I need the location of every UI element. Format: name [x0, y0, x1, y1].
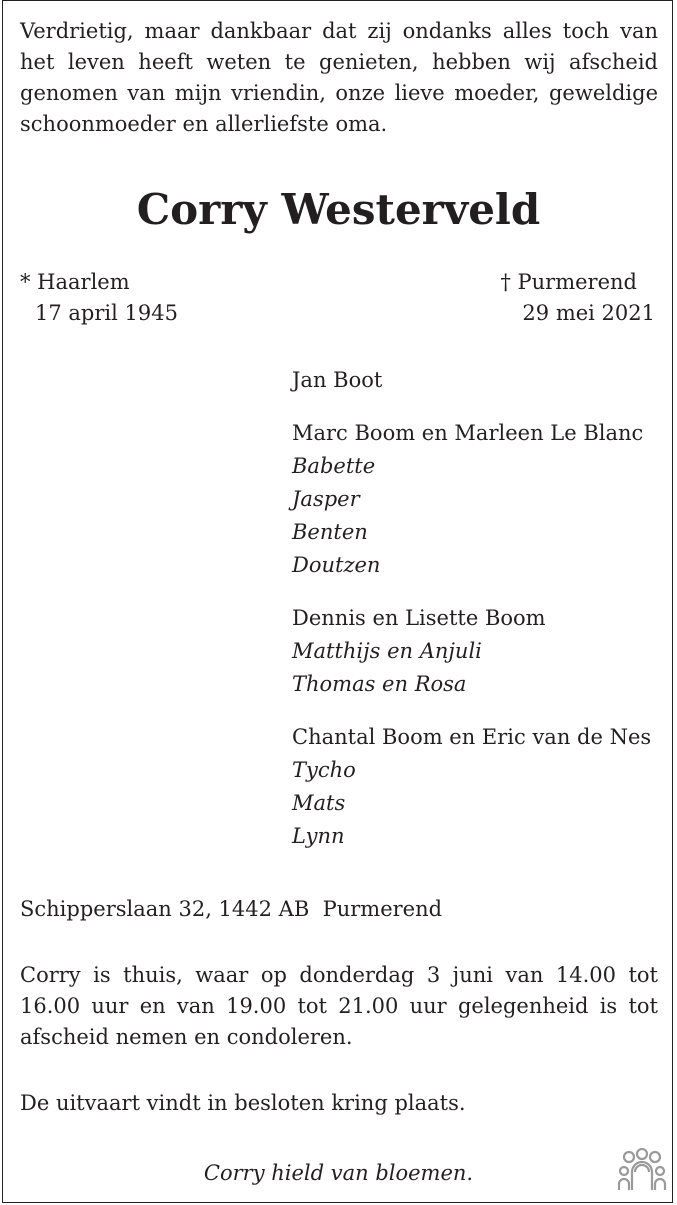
- visitation-text: Corry is thuis, waar op donderdag 3 juni van 14.00 tot 16.00 uur en van 19.00 tot 21.00 uur gelegenheid is tot afscheid nemen en condoleren.: [20, 963, 658, 1049]
- family-group: [292, 364, 651, 397]
- family-group: [292, 417, 651, 582]
- birth-info: [20, 267, 178, 329]
- family-parents: Marc Boom en Marleen Le Blanc: [292, 421, 644, 445]
- closing-text: Corry hield van bloemen.: [203, 1161, 474, 1185]
- family-child: Benten: [292, 520, 368, 544]
- family-child: Matthijs en Anjuli: [292, 639, 482, 663]
- family-child: Jasper: [292, 487, 360, 511]
- deceased-name: Corry Westerveld: [136, 185, 541, 234]
- family-child: Mats: [292, 791, 346, 815]
- family-parents: Jan Boot: [292, 368, 383, 392]
- family-child: Lynn: [292, 824, 345, 848]
- family-list: [292, 364, 651, 873]
- family-child: Thomas en Rosa: [292, 672, 467, 696]
- family-people-icon: [616, 1148, 668, 1192]
- funeral-text: De uitvaart vindt in besloten kring plaats.: [20, 1091, 466, 1115]
- address: Schipperslaan 32, 1442 AB Purmerend: [20, 897, 443, 921]
- family-parents: Chantal Boom en Eric van de Nes: [292, 725, 652, 749]
- birth-place: * Haarlem: [20, 270, 130, 294]
- birth-date: 17 april 1945: [35, 301, 178, 325]
- family-group: [292, 721, 651, 853]
- death-date: 29 mei 2021: [522, 301, 655, 325]
- family-child: Tycho: [292, 758, 356, 782]
- family-child: Babette: [292, 454, 376, 478]
- intro-text: Verdrietig, maar dankbaar dat zij ondanks alles toch van het leven heeft weten te genieten, hebben wij afscheid genomen van mijn vriendin, onze lieve moeder, geweldige schoonmoeder en allerliefste oma.: [20, 19, 658, 136]
- death-info: [500, 267, 655, 329]
- family-parents: Dennis en Lisette Boom: [292, 606, 546, 630]
- death-place: † Purmerend: [500, 270, 637, 294]
- family-child: Doutzen: [292, 553, 381, 577]
- family-group: [292, 602, 651, 701]
